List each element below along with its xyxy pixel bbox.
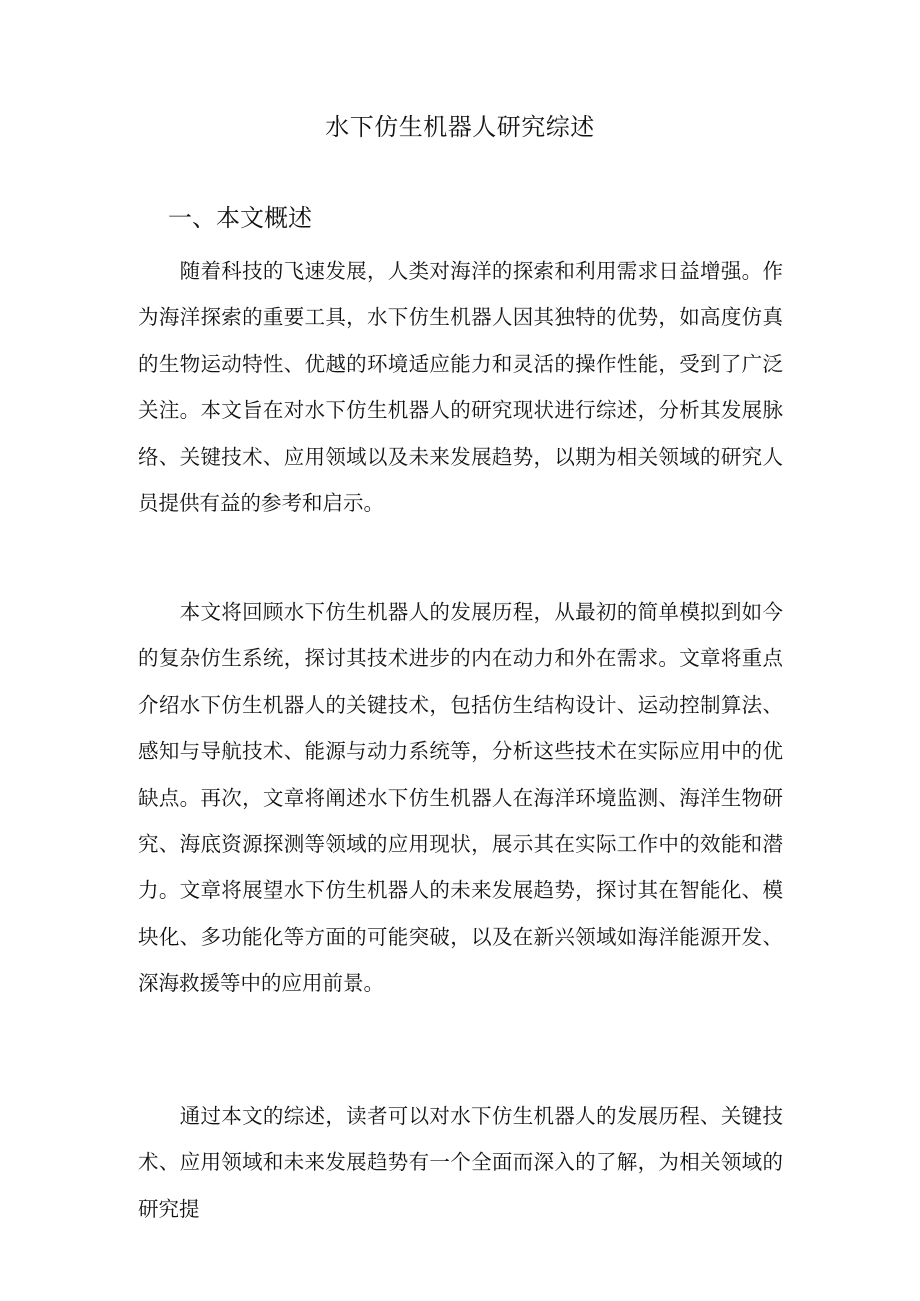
paragraph-overview: 随着科技的飞速发展，人类对海洋的探索和利用需求日益增强。作为海洋探索的重要工具，水下仿生机器人因其独特的优势，如高度仿真的生物运动特性、优越的环境适应能力和灵活的操作性能，受到了广泛关注。本文旨在对水下仿生机器人的研究现状进行综述，分析其发展脉络、关键技术、应用领域以及未来发展趋势，以期为相关领域的研究人员提供有益的参考和启示。	[138, 259, 783, 516]
paragraph-structure: 本文将回顾水下仿生机器人的发展历程，从最初的简单模拟到如今的复杂仿生系统，探讨其技术进步的内在动力和外在需求。文章将重点介绍水下仿生机器人的关键技术，包括仿生结构设计、运动控制算法、感知与导航技术、能源与动力系统等，分析这些技术在实际应用中的优缺点。再次，文章将阐述水下仿生机器人在海洋环境监测、海洋生物研究、海底资源探测等领域的应用现状，展示其在实际工作中的效能和潜力。文章将展望水下仿生机器人的未来发展趋势，探讨其在智能化、模块化、多功能化等方面的可能突破，以及在新兴领域如海洋能源开发、深海救援等中的应用前景。	[138, 600, 783, 996]
paragraph-summary: 通过本文的综述，读者可以对水下仿生机器人的发展历程、关键技术、应用领域和未来发展趋势有一个全面而深入的了解，为相关领域的研究提	[138, 1104, 783, 1221]
document-title: 水下仿生机器人研究综述	[325, 113, 595, 141]
section-heading: 一、本文概述	[168, 204, 312, 232]
